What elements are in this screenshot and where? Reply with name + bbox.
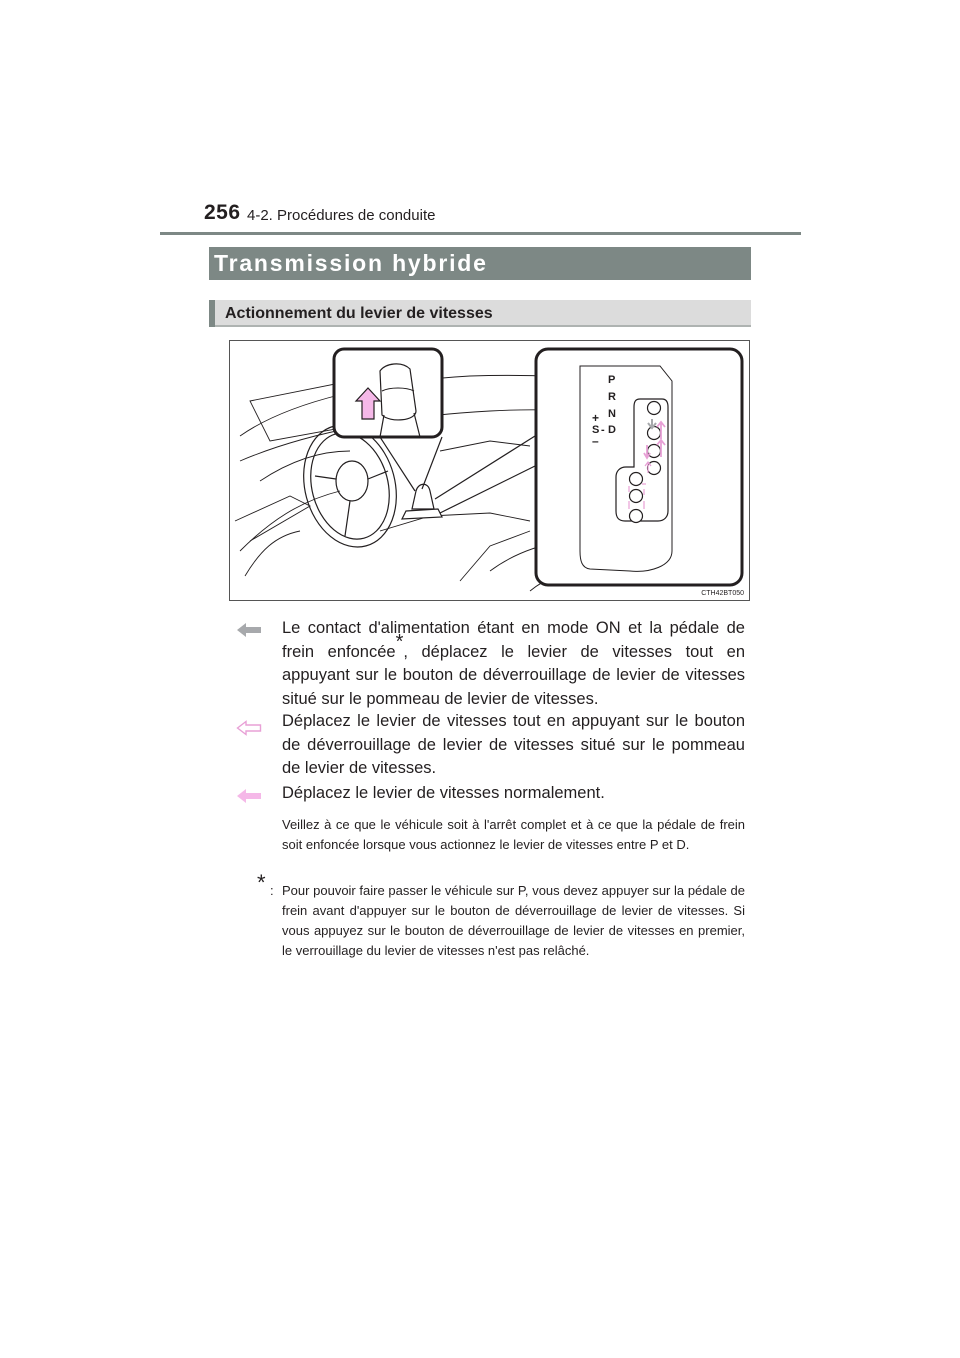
gate-plus-sign: + xyxy=(592,411,600,425)
page-number: 256 xyxy=(204,201,241,224)
subsection-title: Actionnement du levier de vitesses xyxy=(225,305,493,322)
pink-outline-arrow-left-icon xyxy=(236,720,262,736)
knob-closeup-inset xyxy=(334,349,442,437)
section-title: Transmission hybride xyxy=(214,250,488,276)
gate-minus-sign: – xyxy=(592,434,599,448)
shift-knob-small-drawing xyxy=(402,484,442,519)
pink-arrow-left-icon xyxy=(236,788,262,804)
cockpit-illustration xyxy=(230,341,749,600)
note-text: Veillez à ce que le véhicule soit à l'arrêt complet et à ce que la pédale de frein soit enfoncée lorsque vous actionnez le levier de vitesses entre P et D. xyxy=(282,817,745,852)
gate-letter-d: D xyxy=(608,424,616,436)
figure-code: CTH42BT050 xyxy=(701,590,744,597)
header-rule xyxy=(160,232,801,235)
gate-letter-n: N xyxy=(608,408,616,420)
subsection-bar-accent xyxy=(209,300,215,327)
footnote-separator: : xyxy=(270,883,274,898)
gate-letter-r: R xyxy=(608,391,616,403)
instruction-text-part2: , déplacez le levier de vitesses tout en appuyant sur le bouton de déverrouillage de levier de vitesses situé sur le pommeau de levier de vitesses. xyxy=(282,642,746,708)
chapter-title: 4-2. Procédures de conduite xyxy=(247,207,436,224)
gate-letter-s: S xyxy=(592,424,600,436)
instruction-pink-arrow: Déplacez le levier de vitesses normalement. xyxy=(282,784,605,802)
instruction-pink-outline-arrow: Déplacez le levier de vitesses tout en appuyant sur le bouton de déverrouillage de levier de vitesses situé sur le pommeau de levier de vitesses. xyxy=(282,712,745,777)
footnote-marker: * xyxy=(257,870,266,895)
shift-gate-inset xyxy=(536,349,742,585)
instruction-gray-arrow xyxy=(282,617,745,711)
footnote-star: * xyxy=(395,631,404,653)
footnote-text: Pour pouvoir faire passer le véhicule sur P, vous devez appuyer sur la pédale de frein avant d'appuyer sur le bouton de déverrouillage de levier de vitesses. Si vous appuyez sur le bouton de déverrouillage de levier de vitesses en premier, le verrouillage du levier de vitesses n'est pas relâché. xyxy=(282,883,745,958)
gate-dash-sign: - xyxy=(601,424,605,436)
instruction-text-part1: Le contact d'alimentation étant en mode ON et la pédale de frein enfoncée xyxy=(282,619,745,661)
gate-letter-p: P xyxy=(608,374,616,386)
shift-lever-figure xyxy=(229,340,750,601)
gray-arrow-left-icon xyxy=(236,622,262,638)
